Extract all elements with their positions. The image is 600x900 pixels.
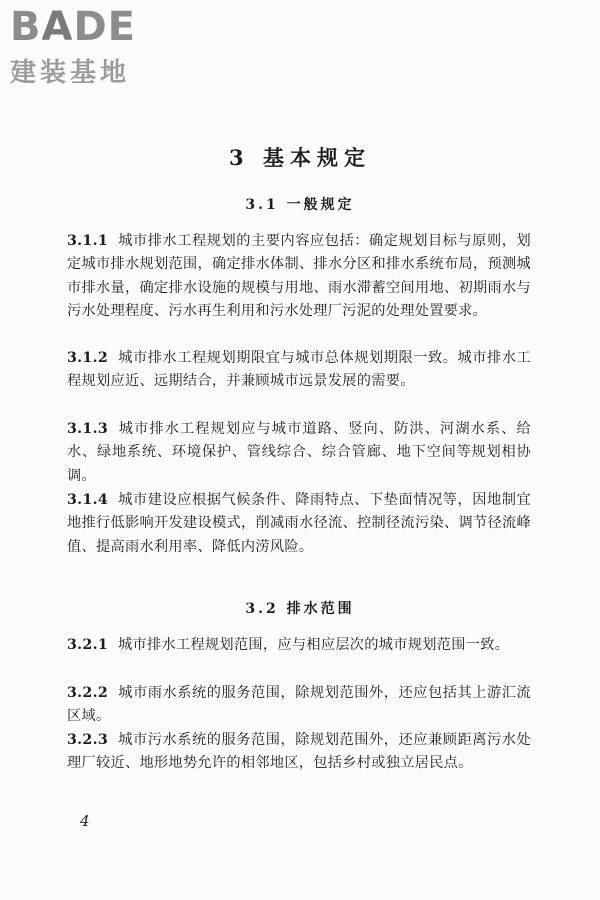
clause-number: 3.1.1 bbox=[67, 233, 108, 249]
clause-number: 3.1.4 bbox=[67, 492, 108, 508]
clause-3-2-3 bbox=[67, 729, 531, 776]
clause-3-1-3 bbox=[67, 418, 531, 488]
clause-text: 城市雨水系统的服务范围，除规划范围外，还应包括其上游汇流区域。 bbox=[67, 685, 531, 725]
section-title: 3.1 一般规定 bbox=[245, 197, 355, 213]
clause-text: 城市排水工程规划范围，应与相应层次的城市规划范围一致。 bbox=[118, 637, 510, 653]
logo-letter-b: B bbox=[10, 4, 42, 50]
clause-number: 3.2.2 bbox=[67, 685, 108, 701]
clause-text: 城市排水工程规划的主要内容应包括：确定规划目标与原则，划定城市排水规划范围，确定排水体制、排水分区和排水系统布局，预测城市排水量，确定排水设施的规模与用地、雨水滞蓄空间用地、初期雨水与污水处理程度、污水再生利用和污水处理厂污泥的处理处置要求。 bbox=[67, 233, 531, 320]
clause-3-2-2 bbox=[67, 682, 531, 729]
publisher-logo bbox=[10, 6, 136, 89]
clause-text: 城市排水工程规划应与城市道路、竖向、防洪、河湖水系、给水、绿地系统、环境保护、管线综合、综合管廊、地下空间等规划相协调。 bbox=[67, 421, 531, 484]
logo-letters-de: DE bbox=[73, 4, 136, 50]
clause-3-1-2 bbox=[67, 347, 531, 394]
clause-3-2-1 bbox=[67, 634, 531, 657]
clause-number: 3.2.3 bbox=[67, 732, 108, 748]
clause-text: 城市建设应根据气候条件、降雨特点、下垫面情况等，因地制宜地推行低影响开发建设模式，削减雨水径流、控制径流污染、调节径流峰值、提高雨水利用率、降低内涝风险。 bbox=[67, 492, 531, 555]
clause-number: 3.2.1 bbox=[67, 637, 108, 653]
clause-3-1-4 bbox=[67, 489, 531, 559]
logo-subtitle: 建装基地 bbox=[10, 58, 131, 88]
clause-text: 城市排水工程规划期限宜与城市总体规划期限一致。城市排水工程规划应近、远期结合，并兼顾城市远景发展的需要。 bbox=[67, 350, 531, 390]
clause-number: 3.1.3 bbox=[67, 421, 108, 437]
clause-3-1-1 bbox=[67, 230, 531, 324]
chapter-title: 3 基本规定 bbox=[229, 145, 371, 170]
clause-number: 3.1.2 bbox=[67, 350, 108, 366]
logo-letter-a: A bbox=[41, 4, 74, 50]
section-title: 3.2 排水范围 bbox=[245, 601, 355, 617]
logo-brand bbox=[10, 6, 136, 48]
page-number: 4 bbox=[80, 812, 90, 830]
clause-text: 城市污水系统的服务范围，除规划范围外，还应兼顾距离污水处理厂较近、地形地势允许的相邻地区，包括乡村或独立居民点。 bbox=[67, 732, 531, 772]
